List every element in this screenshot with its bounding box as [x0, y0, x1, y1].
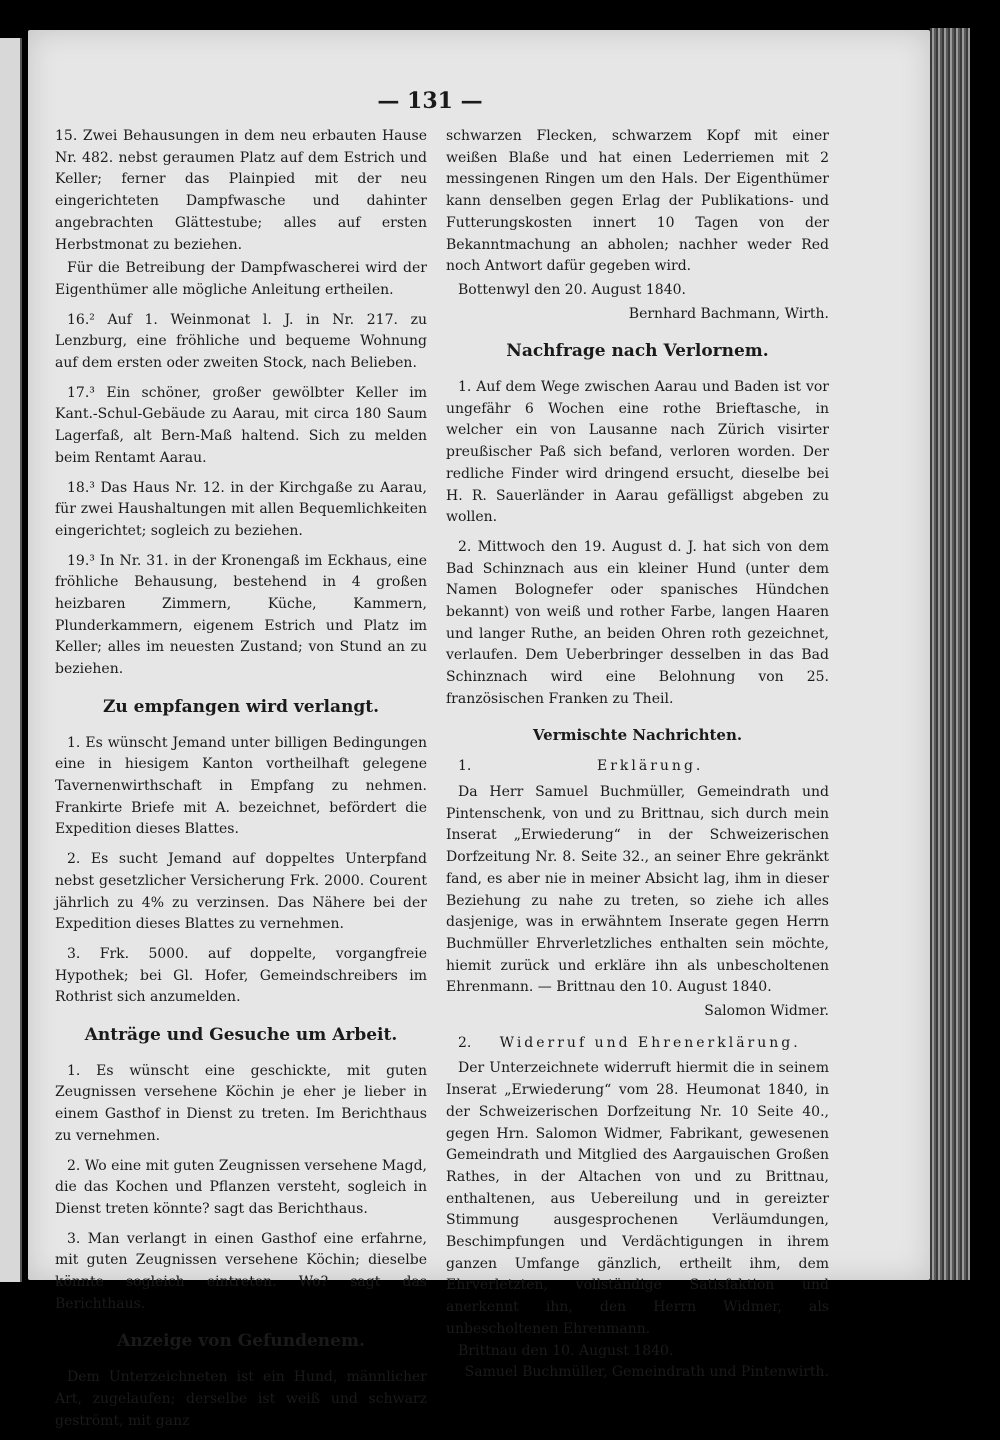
section-heading-arbeit: Anträge und Gesuche um Arbeit. — [84, 1025, 398, 1046]
section-heading-verlornem: Nachfrage nach Verlornem. — [506, 341, 769, 362]
notice-2-dateline: Brittnau den 10. August 1840. — [458, 1342, 674, 1359]
listing-18: 18.³ Das Haus Nr. 12. in der Kirchgaße zu Aarau, für zwei Haushaltungen mit allen Bequemlichkeiten eingerichtet; sogleich zu beziehen. — [55, 479, 427, 539]
notice-2-signature: Samuel Buchmüller, Gemeindrath und Pintenwirth. — [464, 1364, 829, 1381]
listing-19: 19.³ In Nr. 31. in der Kronengaß im Eckhaus, eine fröhliche Behausung, bestehend in 4 großen heizbaren Zimmern, Küche, Kammern, Plunderkammern, eigenem Estrich und Platz im Keller; alles im neuesten Zustand; von Stund an zu beziehen. — [55, 552, 427, 678]
arbeit-item-2: 2. Wo eine mit guten Zeugnissen versehene Magd, die das Kochen und Pflanzen versteht, sogleich in Dienst treten könnte? sagt das Berichthaus. — [55, 1157, 427, 1217]
empfangen-item-1: 1. Es wünscht Jemand unter billigen Bedingungen eine in hiesigem Kanton vortheilhaft gelegene Tavernenwirthschaft in Empfang zu nehmen. Frankirte Briefe mit A. bezeichnet, befördert die Expedition dieses Blattes. — [55, 734, 427, 838]
arbeit-item-3: 3. Man verlangt in einen Gasthof eine erfahrne, mit guten Zeugnissen versehene Köchin; dieselbe könnte sogleich eintreten. Wo? sagt das Berichthaus. — [55, 1230, 427, 1312]
section-heading-vermischte: Vermischte Nachrichten. — [532, 725, 743, 744]
verloren-item-1: 1. Auf dem Wege zwischen Aarau und Baden ist vor ungefähr 6 Wochen eine rothe Brieftasche, in welcher ein von Lausanne nach Zürich visirter preußischer Paß sich befand, verloren worden. Der redliche Finder wird dringend ersucht, dieselbe bei H. R. Sauerländer in Aarau gefälligst abgeben zu wollen. — [446, 379, 829, 526]
listing-15: 15. Zwei Behausungen in dem neu erbauten Hause Nr. 482. nebst geraumen Platz auf dem Estrich und Keller; ferner das Plainpied mit der neu eingerichteten Dampfwasche und dahinter angebrachten Glättestube; alles auf ersten Herbstmonat zu beziehen. — [55, 128, 427, 253]
notice-1-header — [446, 756, 829, 778]
gefunden-item-start: Dem Unterzeichneten ist ein Hund, männlicher Art, zugelaufen; derselbe ist weiß und schwarz geströmt, mit ganz — [55, 1369, 427, 1429]
right-column — [446, 126, 829, 1384]
section-heading-gefundenem: Anzeige von Gefundenem. — [117, 1331, 365, 1352]
arbeit-item-1: 1. Es wünscht eine geschickte, mit guten Zeugnissen versehene Köchin je eher je lieber in einem Gasthof in Dienst zu treten. Im Berichthaus zu vernehmen. — [55, 1062, 427, 1144]
listing-15-note: Für die Betreibung der Dampfwascherei wird der Eigenthümer alle mögliche Anleitung ertheilen. — [55, 260, 427, 298]
listing-16: 16.² Auf 1. Weinmonat l. J. in Nr. 217. zu Lenzburg, eine fröhliche und bequeme Wohnung auf dem ersten oder zweiten Stock, nach Belieben. — [55, 311, 427, 372]
notice-1-number: 1. — [458, 758, 472, 775]
empfangen-item-2: 2. Es sucht Jemand auf doppeltes Unterpfand nebst gesetzlicher Versicherung Frk. 2000. Courent jährlich zu 4% zu verzinsen. Das Nähere bei der Expedition dieses Blattes zu vernehmen. — [55, 851, 427, 933]
notice-2-number: 2. — [458, 1034, 472, 1051]
notice-1-body: Da Herr Samuel Buchmüller, Gemeindrath und Pintenschenk, von und zu Brittnau, sich durch mein Inserat „Erwiederung“ in der Schweizerischen Dorfzeitung Nr. 8. Seite 32., an seiner Ehre gekränkt fand, es aber nie in meiner Absicht lag, ihm in dieser Beziehung zu nahe zu treten, so ziehe ich alles dasjenige, was in erwähntem Inserate gegen Herrn Buchmüller Ehrverletzliches enthalten sein möchte, hiemit zurück und erkläre ihn als unbescholtenen Ehrenmann. — Brittnau den 10. August 1840. — [446, 783, 829, 996]
book-page-edges — [930, 28, 970, 1280]
left-column — [55, 126, 427, 1440]
gefunden-dateline: Bottenwyl den 20. August 1840. — [458, 281, 686, 298]
notice-1-signature: Salomon Widmer. — [704, 1003, 829, 1020]
empfangen-item-3: 3. Frk. 5000. auf doppelte, vorgangfreie Hypothek; bei Gl. Hofer, Gemeindschreibers im Rothrist sich anzumelden. — [55, 945, 427, 1006]
section-heading-empfangen: Zu empfangen wird verlangt. — [102, 696, 380, 717]
notice-2-body: Der Unterzeichnete widerruft hiermit die in seinem Inserat „Erwiederung“ vom 28. Heumonat 1840, in der Schweizerischen Dorfzeitung Nr. 10 Seite 40., gegen Hrn. Salomon Widmer, Fabrikant, gewesenen Gemeindrath und Mitglied des Aargauischen Großen Rathes, in der Altachen von und zu Brittnau, enthaltenen, aus Uebereilung und in gereizter Stimmung ausgesprochenen Verläumdungen, Beschimpfungen und Verdächtigungen in ihrem ganzen Umfange gänzlich, ertheilt ihm, dem Ehrverletzten, vollständige Satisfaktion und anerkennt ihn, den Herrn Widmer, als unbescholtenen Ehrenmann. — [446, 1060, 829, 1337]
previous-page-edge — [0, 38, 22, 1282]
listing-17: 17.³ Ein schöner, großer gewölbter Keller im Kant.-Schul-Gebäude zu Aarau, mit circa 180 Saum Lagerfaß, alt Bern-Maß haltend. Sich zu melden beim Rentamt Aarau. — [55, 384, 427, 466]
notice-1-title: Erklärung. — [597, 758, 704, 775]
gefunden-item-continued: schwarzen Flecken, schwarzem Kopf mit einer weißen Blaße und hat einen Lederriemen mit 2 messingenen Ringen um den Hals. Der Eigenthümer kann denselben gegen Erlag der Publikations- und Futterungskosten innert 10 Tagen von der Bekanntmachung an abholen; nachher weder Red noch Antwort dafür gegeben wird. — [446, 128, 829, 275]
notice-2-title: Widerruf und Ehrenerklärung. — [499, 1034, 801, 1051]
gefunden-signature: Bernhard Bachmann, Wirth. — [628, 305, 829, 322]
verloren-item-2: 2. Mittwoch den 19. August d. J. hat sich von dem Bad Schinznach aus ein kleiner Hund (unter dem Namen Bolognefer oder spanisches Hündchen bekannt) von weiß und rother Farbe, langen Haaren und langer Ruthe, an beiden Ohren roth gezeichnet, verlaufen. Dem Ueberbringer desselben in das Bad Schinznach wird eine Belohnung von 25. französischen Franken zu Theil. — [446, 538, 829, 707]
page-number: — 131 — — [377, 88, 483, 114]
notice-2-header — [446, 1033, 829, 1055]
